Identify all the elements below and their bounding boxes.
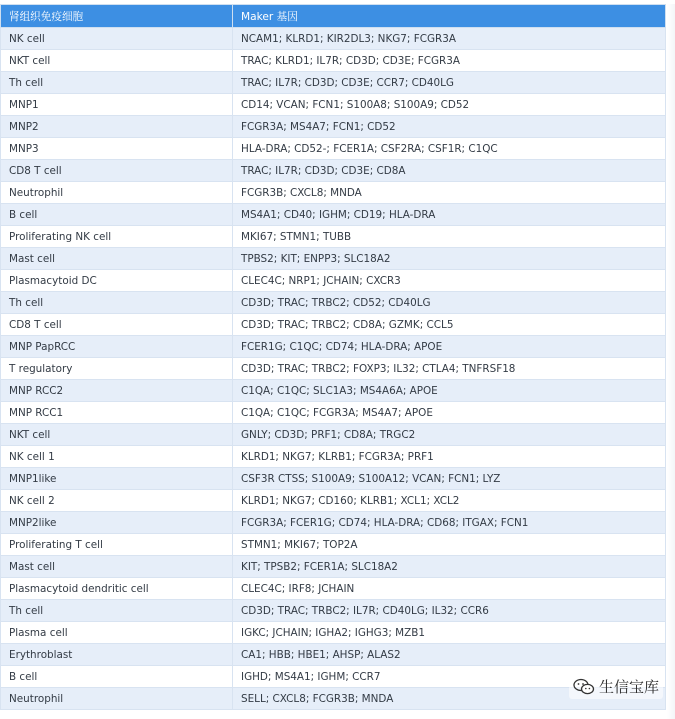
cell-type: MNP3 (1, 138, 233, 160)
table-row (1, 292, 666, 314)
marker-genes: KLRD1; NKG7; CD160; KLRB1; XCL1; XCL2 (233, 490, 666, 512)
marker-genes: TRAC; KLRD1; IL7R; CD3D; CD3E; FCGR3A (233, 50, 666, 72)
marker-genes: MS4A1; CD40; IGHM; CD19; HLA-DRA (233, 204, 666, 226)
marker-genes: CLEC4C; IRF8; JCHAIN (233, 578, 666, 600)
cell-type: B cell (1, 204, 233, 226)
table-row (1, 182, 666, 204)
cell-type: MNP RCC2 (1, 380, 233, 402)
cell-type: Th cell (1, 600, 233, 622)
cell-type: MNP2like (1, 512, 233, 534)
cell-type: NK cell 2 (1, 490, 233, 512)
table-row (1, 644, 666, 666)
table-row (1, 512, 666, 534)
cell-type: MNP1 (1, 94, 233, 116)
table-body (1, 28, 666, 710)
marker-genes: CA1; HBB; HBE1; AHSP; ALAS2 (233, 644, 666, 666)
wechat-icon (573, 678, 595, 696)
cell-type: NKT cell (1, 424, 233, 446)
watermark (569, 674, 663, 699)
marker-genes: HLA-DRA; CD52-; FCER1A; CSF2RA; CSF1R; C1QC (233, 138, 666, 160)
header-cell-type: 肾组织免疫细胞 (1, 5, 233, 28)
table-row (1, 116, 666, 138)
cell-type: Mast cell (1, 248, 233, 270)
cell-type: MNP1like (1, 468, 233, 490)
header-marker-genes: Maker 基因 (233, 5, 666, 28)
table-row (1, 358, 666, 380)
marker-genes: FCGR3A; FCER1G; CD74; HLA-DRA; CD68; ITGAX; FCN1 (233, 512, 666, 534)
table-row (1, 380, 666, 402)
marker-genes: IGHD; MS4A1; IGHM; CCR7 (233, 666, 666, 688)
cell-type: Plasma cell (1, 622, 233, 644)
marker-genes: KIT; TPSB2; FCER1A; SLC18A2 (233, 556, 666, 578)
cell-type: Plasmacytoid dendritic cell (1, 578, 233, 600)
table-row (1, 336, 666, 358)
cell-type: CD8 T cell (1, 160, 233, 182)
table-row (1, 248, 666, 270)
marker-genes: TRAC; IL7R; CD3D; CD3E; CCR7; CD40LG (233, 72, 666, 94)
table-row (1, 72, 666, 94)
cell-type: MNP RCC1 (1, 402, 233, 424)
cell-type: Proliferating T cell (1, 534, 233, 556)
marker-genes: STMN1; MKI67; TOP2A (233, 534, 666, 556)
cell-type: Neutrophil (1, 182, 233, 204)
table-row (1, 446, 666, 468)
cell-type: Plasmacytoid DC (1, 270, 233, 292)
table-row (1, 94, 666, 116)
table-row (1, 50, 666, 72)
table-row (1, 424, 666, 446)
table-row (1, 226, 666, 248)
table-row (1, 534, 666, 556)
table-header-row (1, 5, 666, 28)
marker-genes: C1QA; C1QC; FCGR3A; MS4A7; APOE (233, 402, 666, 424)
cell-type: MNP2 (1, 116, 233, 138)
marker-genes: MKI67; STMN1; TUBB (233, 226, 666, 248)
cell-type: Erythroblast (1, 644, 233, 666)
table-row (1, 160, 666, 182)
marker-genes: FCGR3B; CXCL8; MNDA (233, 182, 666, 204)
cell-type: Proliferating NK cell (1, 226, 233, 248)
cell-type: NK cell 1 (1, 446, 233, 468)
cell-type: B cell (1, 666, 233, 688)
cell-type: MNP PapRCC (1, 336, 233, 358)
table-row (1, 578, 666, 600)
marker-genes: KLRD1; NKG7; KLRB1; FCGR3A; PRF1 (233, 446, 666, 468)
marker-genes: TRAC; IL7R; CD3D; CD3E; CD8A (233, 160, 666, 182)
table-row (1, 138, 666, 160)
marker-genes: CSF3R CTSS; S100A9; S100A12; VCAN; FCN1; LYZ (233, 468, 666, 490)
right-edge-shadow (667, 4, 675, 719)
marker-genes: CD14; VCAN; FCN1; S100A8; S100A9; CD52 (233, 94, 666, 116)
marker-genes: FCGR3A; MS4A7; FCN1; CD52 (233, 116, 666, 138)
marker-genes: CD3D; TRAC; TRBC2; CD52; CD40LG (233, 292, 666, 314)
table-row (1, 490, 666, 512)
cell-type: Th cell (1, 292, 233, 314)
marker-genes: GNLY; CD3D; PRF1; CD8A; TRGC2 (233, 424, 666, 446)
table-row (1, 28, 666, 50)
watermark-text: 生信宝库 (598, 678, 659, 696)
marker-genes: TPBS2; KIT; ENPP3; SLC18A2 (233, 248, 666, 270)
table-row (1, 600, 666, 622)
table-row (1, 666, 666, 688)
cell-type: Mast cell (1, 556, 233, 578)
table-row (1, 556, 666, 578)
table-row (1, 622, 666, 644)
marker-genes: CD3D; TRAC; TRBC2; CD8A; GZMK; CCL5 (233, 314, 666, 336)
table-row (1, 468, 666, 490)
marker-genes: IGKC; JCHAIN; IGHA2; IGHG3; MZB1 (233, 622, 666, 644)
marker-genes: CD3D; TRAC; TRBC2; IL7R; CD40LG; IL32; CCR6 (233, 600, 666, 622)
marker-genes: CD3D; TRAC; TRBC2; FOXP3; IL32; CTLA4; TNFRSF18 (233, 358, 666, 380)
table-row (1, 314, 666, 336)
cell-type: NKT cell (1, 50, 233, 72)
table-row (1, 270, 666, 292)
table-row (1, 688, 666, 710)
cell-type: CD8 T cell (1, 314, 233, 336)
marker-genes: CLEC4C; NRP1; JCHAIN; CXCR3 (233, 270, 666, 292)
table-row (1, 204, 666, 226)
marker-genes: C1QA; C1QC; SLC1A3; MS4A6A; APOE (233, 380, 666, 402)
table-row (1, 402, 666, 424)
marker-table-container (0, 4, 667, 710)
cell-type: T regulatory (1, 358, 233, 380)
marker-genes: NCAM1; KLRD1; KIR2DL3; NKG7; FCGR3A (233, 28, 666, 50)
cell-type: NK cell (1, 28, 233, 50)
cell-type: Neutrophil (1, 688, 233, 710)
marker-gene-table (0, 4, 666, 710)
cell-type: Th cell (1, 72, 233, 94)
marker-genes: SELL; CXCL8; FCGR3B; MNDA (233, 688, 666, 710)
marker-genes: FCER1G; C1QC; CD74; HLA-DRA; APOE (233, 336, 666, 358)
